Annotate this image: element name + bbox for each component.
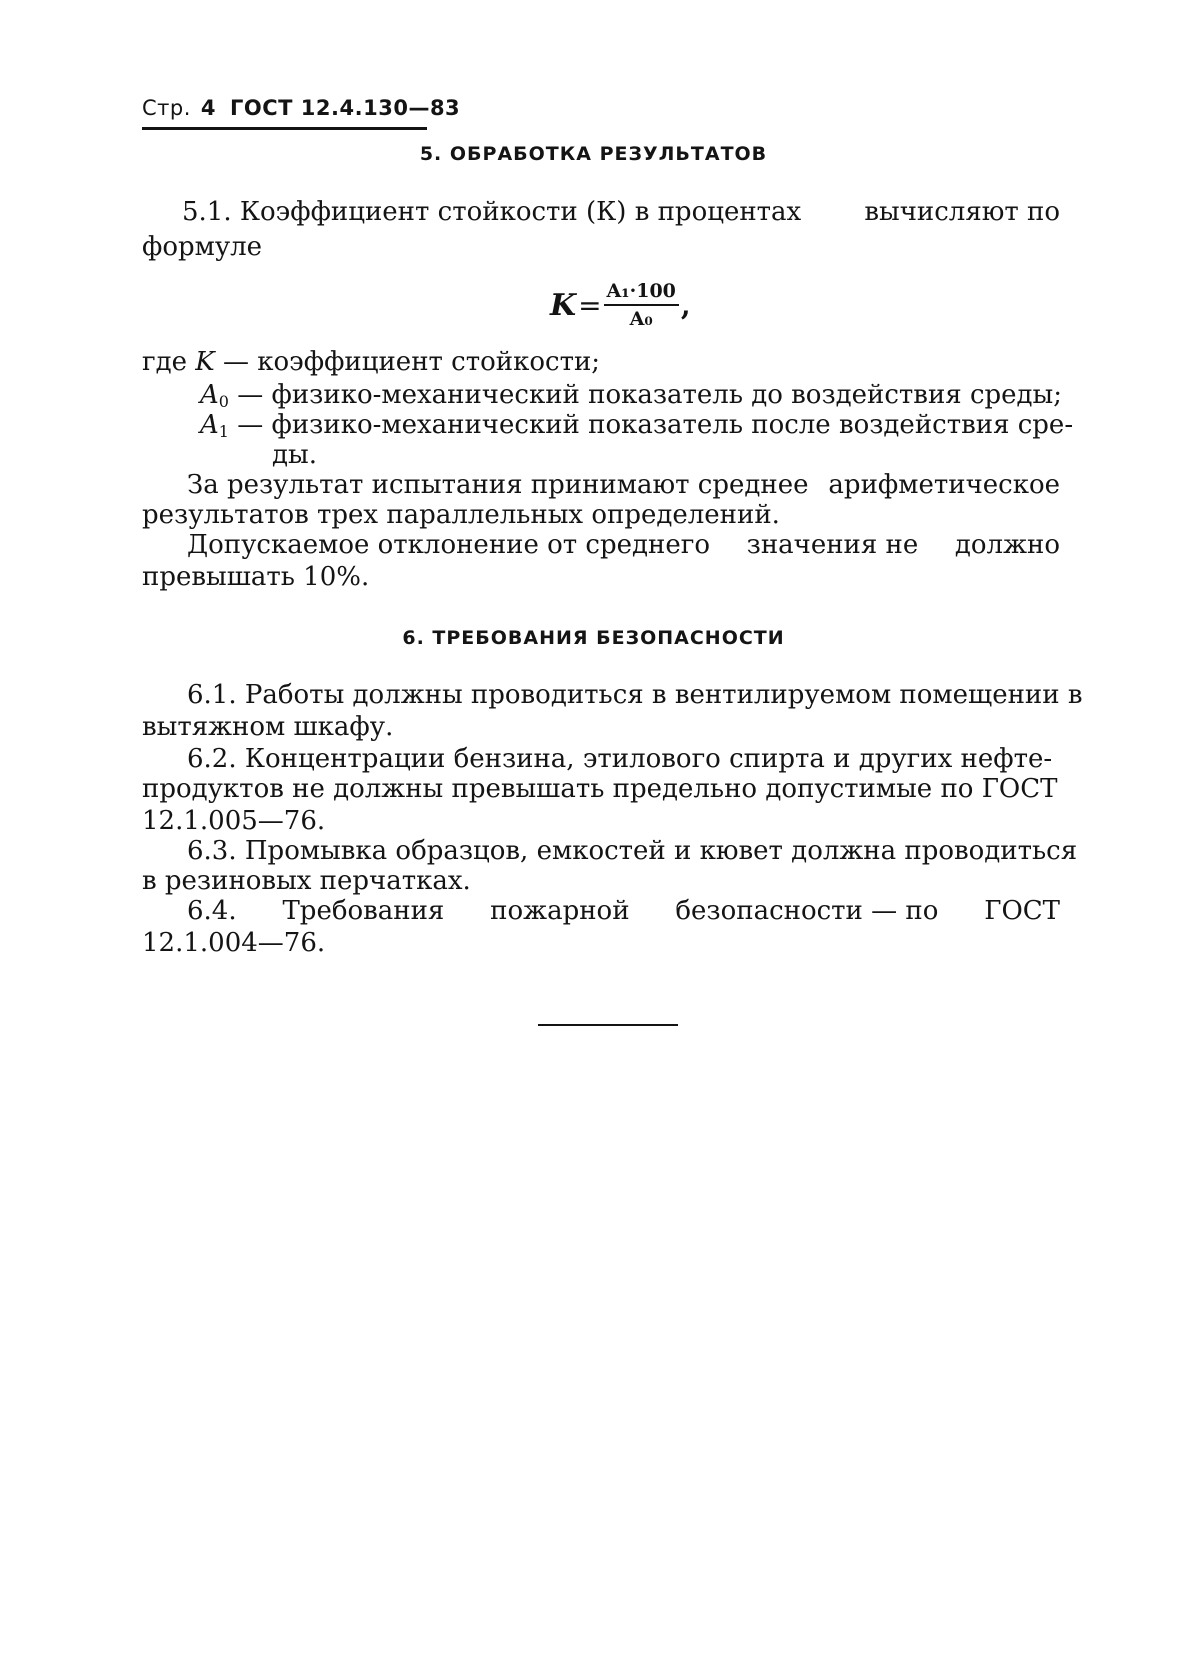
formula-fraction: [604, 280, 679, 330]
where-a1-text: — физико-механический показатель после воздействия сре-: [237, 410, 1074, 440]
text-fragment: должно: [954, 530, 1060, 560]
paragraph-6-1-line1: 6.1. Работы должны проводиться в вентилируемом помещении в: [187, 680, 1083, 710]
paragraph-6-2-line1: 6.2. Концентрации бензина, этилового спирта и других нефте-: [187, 744, 1053, 774]
where-prefix: где: [142, 347, 188, 377]
paragraph-6-3-line2: в резиновых перчатках.: [142, 866, 471, 896]
text-fragment: значения не: [746, 530, 919, 560]
text-fragment: 6.4.: [187, 896, 237, 926]
text-fragment: безопасности — по: [675, 896, 939, 926]
symbol-k: K: [195, 347, 215, 377]
text-fragment: вычисляют по: [864, 197, 1060, 227]
formula-comma: ,: [680, 288, 691, 322]
subscript: 1: [218, 422, 229, 441]
section-5-title: 5. ОБРАБОТКА РЕЗУЛЬТАТОВ: [419, 143, 768, 165]
deviation-line2: превышать 10%.: [142, 562, 370, 592]
formula-numerator: A₁·100: [604, 280, 679, 306]
where-a0-text: — физико-механический показатель до воздействия среды;: [237, 380, 1062, 410]
where-a1-line: [200, 410, 1073, 447]
text-fragment: 5.1. Коэффициент стойкости (К) в процентах: [182, 197, 802, 227]
where-a1-continuation: ды.: [272, 440, 317, 470]
section-6-title: 6. ТРЕБОВАНИЯ БЕЗОПАСНОСТИ: [402, 627, 785, 649]
paragraph-5-1-line2: формуле: [142, 232, 263, 262]
paragraph-6-2-line2: продуктов не должны превышать предельно допустимые по ГОСТ: [142, 774, 1058, 804]
text-fragment: арифметическое: [828, 470, 1060, 500]
paragraph-6-4-line1: [187, 896, 1060, 926]
symbol-a: A: [200, 410, 219, 440]
page-label: Стр.: [142, 96, 191, 120]
result-line1: [187, 470, 1060, 500]
formula-denominator: A₀: [629, 308, 653, 330]
end-rule: [538, 1024, 678, 1026]
result-line2: результатов трех параллельных определений.: [142, 500, 780, 530]
paragraph-6-1-line2: вытяжном шкафу.: [142, 712, 394, 742]
page-header: [142, 96, 460, 120]
header-rule: [142, 127, 427, 130]
text-fragment: Требования: [282, 896, 445, 926]
deviation-line1: [187, 530, 1060, 560]
paragraph-5-1-line1: [182, 197, 1060, 227]
subscript: 0: [218, 392, 229, 411]
paragraph-6-2-line3: 12.1.005—76.: [142, 806, 326, 836]
text-fragment: ГОСТ: [984, 896, 1060, 926]
text-fragment: За результат испытания принимают среднее: [187, 470, 809, 500]
formula-equals: =: [578, 288, 602, 322]
standard-number: ГОСТ 12.4.130—83: [230, 96, 461, 120]
formula-k: [550, 270, 691, 340]
paragraph-6-4-line2: 12.1.004—76.: [142, 928, 326, 958]
formula-lhs: K: [550, 287, 577, 323]
where-k-line: [142, 347, 600, 377]
symbol-a: A: [200, 380, 219, 410]
where-k-text: — коэффициент стойкости;: [223, 347, 601, 377]
text-fragment: пожарной: [490, 896, 630, 926]
text-fragment: Допускаемое отклонение от среднего: [187, 530, 711, 560]
page-number: 4: [200, 96, 217, 120]
paragraph-6-3-line1: 6.3. Промывка образцов, емкостей и кювет должна проводиться: [187, 836, 1078, 866]
